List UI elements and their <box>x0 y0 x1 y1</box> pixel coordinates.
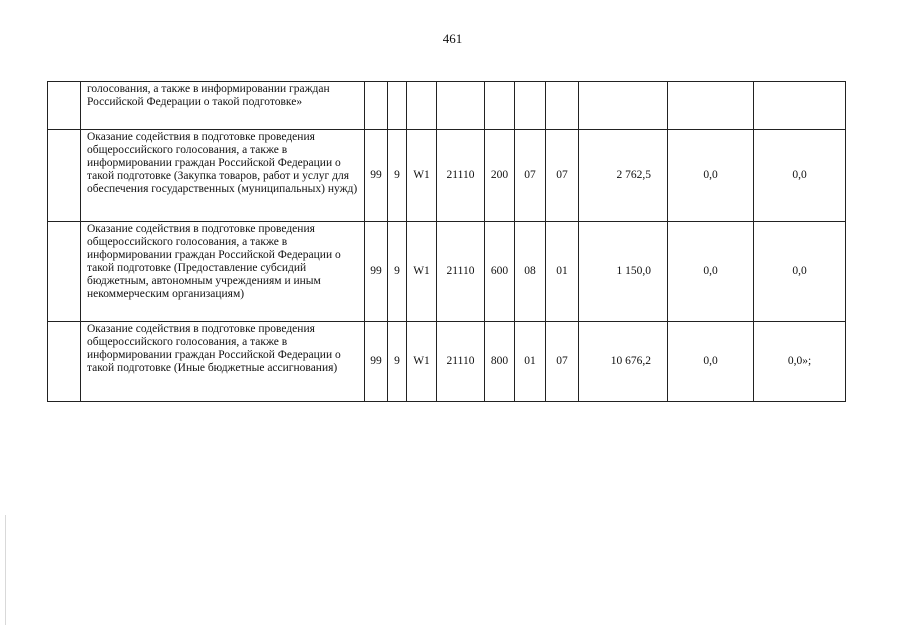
program-cell <box>365 82 388 130</box>
row-number-cell <box>48 322 81 402</box>
budget-table <box>47 81 846 402</box>
direction-cell: W1 <box>407 222 437 322</box>
row-number-cell <box>48 222 81 322</box>
table-row <box>48 130 846 222</box>
sub-program-cell: 9 <box>388 222 407 322</box>
section-cell <box>515 82 546 130</box>
amount-2-cell <box>668 82 754 130</box>
section-cell: 01 <box>515 322 546 402</box>
amount-3-cell: 0,0 <box>754 222 846 322</box>
sub-program-cell: 9 <box>388 130 407 222</box>
amount-1-cell: 1 150,0 <box>579 222 668 322</box>
description-cell: Оказание содействия в подготовке проведения общероссийского голосования, а также в информировании граждан Российской Федерации о такой подготовке (Предоставление субсидий бюджетным, автономным учреждениям и иным некоммерческим организациям) <box>81 222 365 322</box>
code-cell <box>437 82 485 130</box>
direction-cell: W1 <box>407 130 437 222</box>
description-cell: голосования, а также в информировании граждан Российской Федерации о такой подготовке» <box>81 82 365 130</box>
subsection-cell: 07 <box>546 322 579 402</box>
subsection-cell: 01 <box>546 222 579 322</box>
amount-3-cell <box>754 82 846 130</box>
expense-type-cell: 800 <box>485 322 515 402</box>
row-number-cell <box>48 130 81 222</box>
code-cell: 21110 <box>437 130 485 222</box>
expense-type-cell: 600 <box>485 222 515 322</box>
table-row <box>48 82 846 130</box>
row-number-cell <box>48 82 81 130</box>
code-cell: 21110 <box>437 322 485 402</box>
amount-1-cell: 10 676,2 <box>579 322 668 402</box>
program-cell: 99 <box>365 322 388 402</box>
direction-cell <box>407 82 437 130</box>
code-cell: 21110 <box>437 222 485 322</box>
subsection-cell: 07 <box>546 130 579 222</box>
direction-cell: W1 <box>407 322 437 402</box>
table-row <box>48 322 846 402</box>
sub-program-cell: 9 <box>388 322 407 402</box>
description-cell: Оказание содействия в подготовке проведения общероссийского голосования, а также в информировании граждан Российской Федерации о такой подготовке (Иные бюджетные ассигнования) <box>81 322 365 402</box>
expense-type-cell: 200 <box>485 130 515 222</box>
amount-2-cell: 0,0 <box>668 322 754 402</box>
description-cell: Оказание содействия в подготовке проведения общероссийского голосования, а также в информировании граждан Российской Федерации о такой подготовке (Закупка товаров, работ и услуг для обеспечения государственных (муниципальных) нужд) <box>81 130 365 222</box>
subsection-cell <box>546 82 579 130</box>
expense-type-cell <box>485 82 515 130</box>
page-number: 461 <box>442 31 463 46</box>
sub-program-cell <box>388 82 407 130</box>
section-cell: 07 <box>515 130 546 222</box>
table-row <box>48 222 846 322</box>
amount-2-cell: 0,0 <box>668 222 754 322</box>
amount-3-cell: 0,0»; <box>754 322 846 402</box>
program-cell: 99 <box>365 222 388 322</box>
amount-1-cell: 2 762,5 <box>579 130 668 222</box>
section-cell: 08 <box>515 222 546 322</box>
amount-1-cell <box>579 82 668 130</box>
program-cell: 99 <box>365 130 388 222</box>
amount-3-cell: 0,0 <box>754 130 846 222</box>
amount-2-cell: 0,0 <box>668 130 754 222</box>
scan-edge-mark <box>5 515 6 625</box>
